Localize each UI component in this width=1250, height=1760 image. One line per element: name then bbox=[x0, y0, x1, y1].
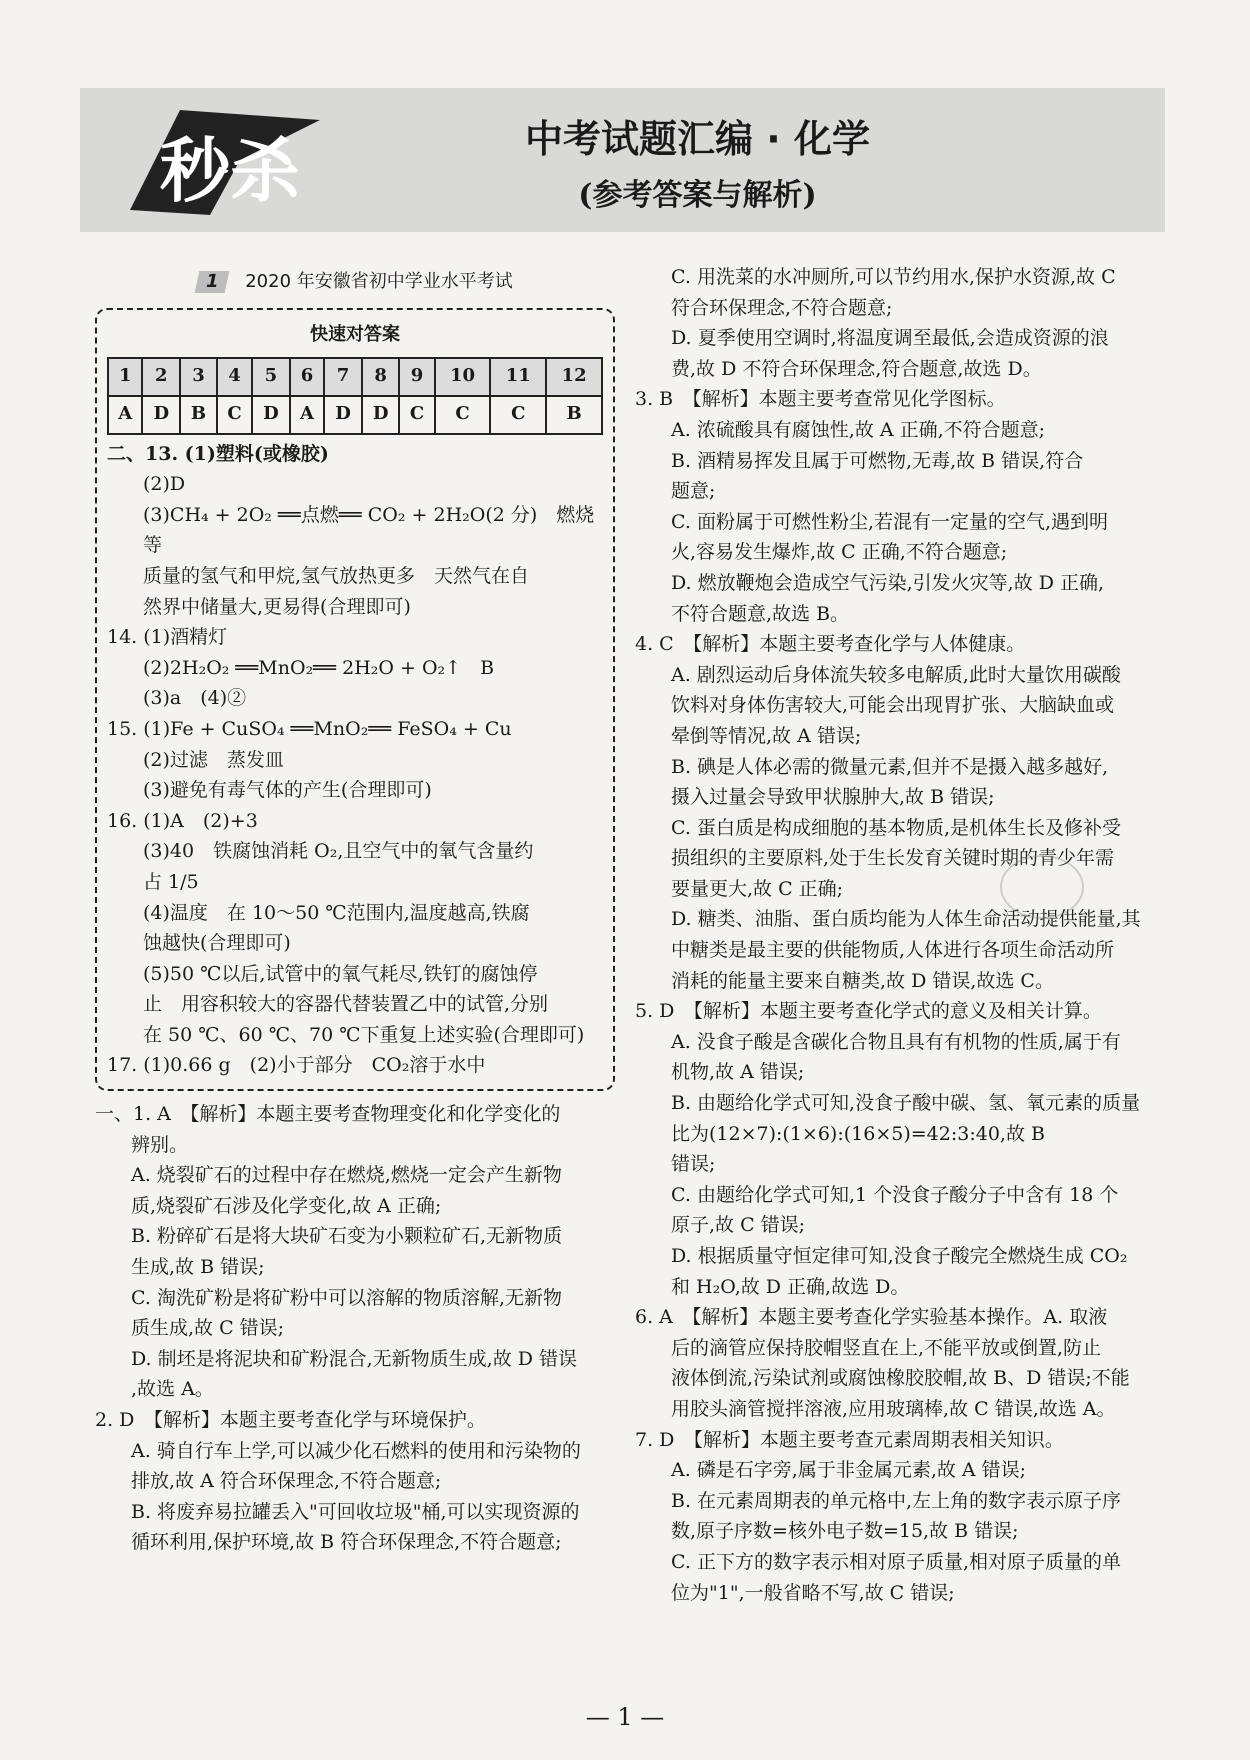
text-line: 液体倒流,污染试剂或腐蚀橡胶胶帽,故 B、D 错误;不能 bbox=[671, 1367, 1130, 1390]
text-line: 2. D 【解析】本题主要考查化学与环境保护。 bbox=[95, 1409, 486, 1431]
text-line: 符合环保理念,不符合题意; bbox=[671, 296, 893, 319]
text-line: 4. C 【解析】本题主要考查化学与人体健康。 bbox=[635, 633, 1026, 656]
text-line: 16. (1)A (2)+3 bbox=[107, 809, 258, 832]
logo-text: 秒杀 bbox=[160, 130, 300, 212]
text-line: 然界中储量大,更易得(合理即可) bbox=[143, 595, 411, 618]
answer-number-cell: 5 bbox=[252, 358, 290, 396]
text-line: (2)过滤 蒸发皿 bbox=[143, 748, 284, 771]
answer-letter-cell: D bbox=[362, 396, 400, 434]
page-number: — 1 — bbox=[585, 1703, 665, 1731]
text-line: A. 烧裂矿石的过程中存在燃烧,燃烧一定会产生新物 bbox=[131, 1164, 562, 1187]
text-line: 17. (1)0.66 g (2)小于部分 CO₂溶于水中 bbox=[107, 1054, 486, 1077]
text-line: 和 H₂O,故 D 正确,故选 D。 bbox=[671, 1275, 910, 1298]
text-line: B. 粉碎矿石是将大块矿石变为小颗粒矿石,无新物质 bbox=[131, 1225, 563, 1248]
text-line: 要量更大,故 C 正确; bbox=[671, 877, 844, 900]
text-line: 在 50 ℃、60 ℃、70 ℃下重复上述实验(合理即可) bbox=[143, 1023, 585, 1046]
text-line: 生成,故 B 错误; bbox=[131, 1256, 265, 1279]
text-line: C. 用洗菜的水冲厕所,可以节约用水,保护水资源,故 C bbox=[671, 266, 1116, 288]
text-line: 损组织的主要原料,处于生长发育关键时期的青少年需 bbox=[671, 847, 1115, 870]
text-line: D. 糖类、油脂、蛋白质均能为人体生命活动提供能量,其 bbox=[671, 908, 1141, 931]
text-line: A. 没食子酸是含碳化合物且具有有机物的性质,属于有 bbox=[671, 1030, 1121, 1053]
text-line: B. 酒精易挥发且属于可燃物,无毒,故 B 错误,符合 bbox=[671, 449, 1084, 472]
text-line: 质量的氢气和甲烷,氢气放热更多 天然气在自 bbox=[143, 564, 530, 587]
answer-number-cell: 12 bbox=[546, 358, 602, 396]
answer-number-cell: 3 bbox=[180, 358, 217, 396]
text-line: B. 碘是人体必需的微量元素,但并不是摄入越多越好, bbox=[671, 755, 1109, 778]
answer-letter-cell: D bbox=[142, 396, 180, 434]
page-subtitle: (参考答案与解析) bbox=[578, 178, 817, 213]
explanations-right bbox=[635, 262, 1165, 1608]
answer-letter-cell: C bbox=[399, 396, 434, 434]
answer-letter-cell: D bbox=[324, 396, 362, 434]
right-column bbox=[635, 262, 1165, 1608]
explanations-left bbox=[95, 1099, 615, 1558]
answer-letter-cell: C bbox=[217, 396, 252, 434]
answer-letter-cell: D bbox=[252, 396, 290, 434]
answer-number-cell: 4 bbox=[217, 358, 252, 396]
answer-letter-cell: B bbox=[180, 396, 217, 434]
text-line: (3)避免有毒气体的产生(合理即可) bbox=[143, 779, 432, 802]
text-line: 5. D 【解析】本题主要考查化学式的意义及相关计算。 bbox=[635, 1000, 1102, 1023]
text-line: D. 根据质量守恒定律可知,没食子酸完全燃烧生成 CO₂ bbox=[671, 1245, 1128, 1267]
text-line: B. 由题给化学式可知,没食子酸中碳、氢、氧元素的质量 bbox=[671, 1092, 1141, 1115]
answer-letter-cell: A bbox=[108, 396, 142, 434]
text-line: 辨别。 bbox=[131, 1133, 189, 1156]
text-line: (3)a (4)② bbox=[143, 687, 247, 710]
text-line: 后的滴管应保持胶帽竖直在上,不能平放或倒置,防止 bbox=[671, 1336, 1102, 1359]
answer-list bbox=[107, 439, 603, 1081]
answer-number-cell: 7 bbox=[324, 358, 362, 396]
text-line: 二、13. (1)塑料(或橡胶) bbox=[107, 442, 329, 465]
answer-letter-row bbox=[108, 396, 602, 434]
text-line: ,故选 A。 bbox=[131, 1378, 214, 1401]
text-line: 不符合题意,故选 B。 bbox=[671, 602, 850, 625]
text-line: (4)温度 在 10～50 ℃范围内,温度越高,铁腐 bbox=[143, 901, 530, 924]
answer-number-cell: 11 bbox=[490, 358, 546, 396]
text-line: C. 面粉属于可燃性粉尘,若混有一定量的空气,遇到明 bbox=[671, 510, 1109, 533]
left-column bbox=[95, 262, 615, 1558]
text-line: 占 1/5 bbox=[143, 870, 199, 893]
text-line: 火,容易发生爆炸,故 C 正确,不符合题意; bbox=[671, 541, 1008, 564]
text-line: 用胶头滴管搅拌溶液,应用玻璃棒,故 C 错误,故选 A。 bbox=[671, 1397, 1116, 1420]
header-banner bbox=[80, 88, 1165, 232]
text-line: 一、1. A 【解析】本题主要考查物理变化和化学变化的 bbox=[95, 1103, 561, 1126]
text-line: B. 将废弃易拉罐丢入"可回收垃圾"桶,可以实现资源的 bbox=[131, 1500, 580, 1523]
text-line: 蚀越快(合理即可) bbox=[143, 932, 291, 955]
text-line: 位为"1",一般省略不写,故 C 错误; bbox=[671, 1581, 955, 1604]
answer-number-cell: 10 bbox=[435, 358, 491, 396]
text-line: 排放,故 A 符合环保理念,不符合题意; bbox=[131, 1470, 442, 1493]
watermark-stamp bbox=[1000, 855, 1084, 919]
answer-number-cell: 9 bbox=[399, 358, 434, 396]
text-line: 晕倒等情况,故 A 错误; bbox=[671, 724, 862, 747]
text-line: C. 蛋白质是构成细胞的基本物质,是机体生长及修补受 bbox=[671, 816, 1121, 839]
text-line: A. 骑自行车上学,可以减少化石燃料的使用和污染物的 bbox=[131, 1439, 581, 1462]
quick-answer-box bbox=[95, 308, 615, 1091]
answer-letter-cell: C bbox=[490, 396, 546, 434]
text-line: A. 浓硫酸具有腐蚀性,故 A 正确,不符合题意; bbox=[671, 418, 1046, 441]
answer-number-cell: 1 bbox=[108, 358, 142, 396]
text-line: 消耗的能量主要来自糖类,故 D 错误,故选 C。 bbox=[671, 969, 1054, 992]
answer-number-cell: 2 bbox=[142, 358, 180, 396]
text-line: D. 制坯是将泥块和矿粉混合,无新物质生成,故 D 错误 bbox=[131, 1347, 578, 1370]
answer-table bbox=[107, 357, 603, 435]
text-line: 机物,故 A 错误; bbox=[671, 1061, 805, 1084]
text-line: 题意; bbox=[671, 480, 716, 503]
text-line: C. 正下方的数字表示相对原子质量,相对原子质量的单 bbox=[671, 1550, 1121, 1573]
text-line: 14. (1)酒精灯 bbox=[107, 626, 228, 649]
text-line: 质生成,故 C 错误; bbox=[131, 1317, 285, 1340]
answer-number-cell: 8 bbox=[362, 358, 400, 396]
text-line: 数,原子序数=核外电子数=15,故 B 错误; bbox=[671, 1520, 1019, 1543]
answer-letter-cell: C bbox=[435, 396, 491, 434]
answer-number-cell: 6 bbox=[290, 358, 324, 396]
text-line: (2)2H₂O₂ ══MnO₂══ 2H₂O + O₂↑ B bbox=[143, 656, 495, 679]
text-line: 止 用容积较大的容器代替装置乙中的试管,分别 bbox=[143, 993, 549, 1016]
text-line: 比为(12×7):(1×6):(16×5)=42:3:40,故 B bbox=[671, 1122, 1045, 1145]
text-line: 15. (1)Fe + CuSO₄ ══MnO₂══ FeSO₄ + Cu bbox=[107, 717, 512, 740]
page-title: 中考试题汇编 · 化学 bbox=[525, 117, 870, 161]
text-line: A. 剧烈运动后身体流失较多电解质,此时大量饮用碳酸 bbox=[671, 663, 1121, 686]
text-line: 中糖类是最主要的供能物质,人体进行各项生命活动所 bbox=[671, 939, 1115, 962]
text-line: 原子,故 C 错误; bbox=[671, 1214, 806, 1237]
section-number: 1 bbox=[195, 271, 230, 293]
text-line: 循环利用,保护环境,故 B 符合环保理念,不符合题意; bbox=[131, 1531, 562, 1554]
text-line: 错误; bbox=[671, 1153, 716, 1176]
text-line: 3. B 【解析】本题主要考查常见化学图标。 bbox=[635, 388, 1006, 411]
text-line: (2)D bbox=[143, 473, 186, 496]
text-line: 摄入过量会导致甲状腺肿大,故 B 错误; bbox=[671, 786, 995, 809]
text-line: 质,烧裂矿石涉及化学变化,故 A 正确; bbox=[131, 1194, 442, 1217]
text-line: B. 在元素周期表的单元格中,左上角的数字表示原子序 bbox=[671, 1489, 1122, 1512]
section-header bbox=[95, 262, 615, 302]
text-line: 饮料对身体伤害较大,可能会出现胃扩张、大脑缺血或 bbox=[671, 694, 1115, 717]
text-line: 6. A 【解析】本题主要考查化学实验基本操作。A. 取液 bbox=[635, 1306, 1108, 1329]
section-title: 2020 年安徽省初中学业水平考试 bbox=[245, 270, 513, 292]
text-line: 费,故 D 不符合环保理念,符合题意,故选 D。 bbox=[671, 357, 1042, 380]
text-line: (3)40 铁腐蚀消耗 O₂,且空气中的氧气含量约 bbox=[143, 840, 534, 863]
answer-number-row bbox=[108, 358, 602, 396]
text-line: C. 淘洗矿粉是将矿粉中可以溶解的物质溶解,无新物 bbox=[131, 1286, 562, 1309]
text-line: C. 由题给化学式可知,1 个没食子酸分子中含有 18 个 bbox=[671, 1183, 1119, 1206]
quick-answer-title: 快速对答案 bbox=[310, 324, 400, 345]
text-line: D. 夏季使用空调时,将温度调至最低,会造成资源的浪 bbox=[671, 327, 1109, 350]
text-line: D. 燃放鞭炮会造成空气污染,引发火灾等,故 D 正确, bbox=[671, 571, 1105, 594]
text-line: (3)CH₄ + 2O₂ ══点燃══ CO₂ + 2H₂O(2 分) 燃烧等 bbox=[143, 503, 595, 557]
text-line: (5)50 ℃以后,试管中的氧气耗尽,铁钉的腐蚀停 bbox=[143, 962, 538, 985]
answer-letter-cell: A bbox=[290, 396, 324, 434]
text-line: 7. D 【解析】本题主要考查元素周期表相关知识。 bbox=[635, 1428, 1064, 1451]
text-line: A. 磷是石字旁,属于非金属元素,故 A 错误; bbox=[671, 1459, 1027, 1482]
answer-letter-cell: B bbox=[546, 396, 602, 434]
